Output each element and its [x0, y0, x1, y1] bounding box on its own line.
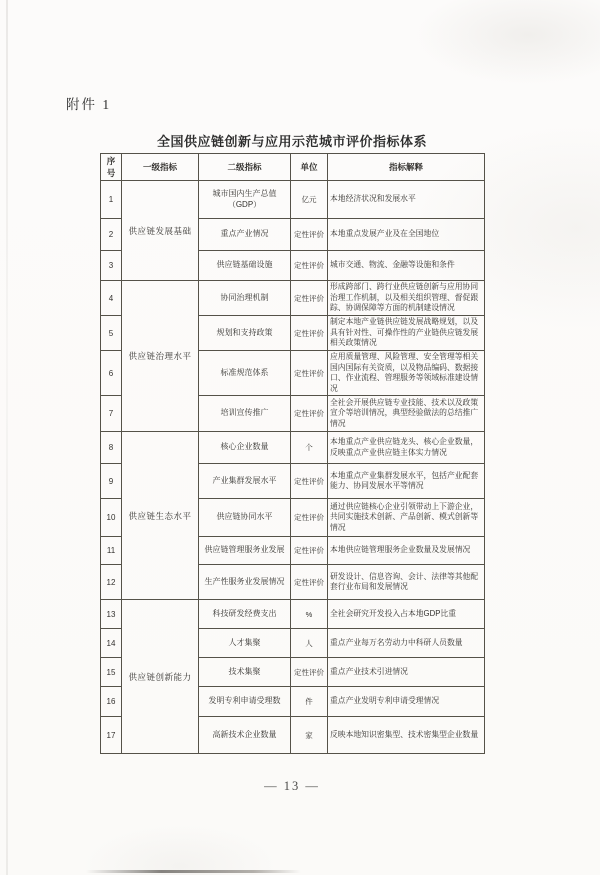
explanation-cell: 本地重点发展产业及在全国地位	[328, 219, 485, 251]
level2-cell: 人才集聚	[199, 629, 291, 658]
serial-cell: 15	[101, 658, 122, 687]
explanation-cell: 重点产业每万名劳动力中科研人员数量	[328, 629, 485, 658]
explanation-cell: 形成跨部门、跨行业供应链创新与应用协同治理工作机制，以及相关组织管理、督促跟踪、协调保障等方面的机制建设情况	[328, 281, 485, 316]
unit-cell: 定性评价	[291, 396, 328, 432]
unit-cell: 定性评价	[291, 499, 328, 537]
serial-cell: 14	[101, 629, 122, 658]
evaluation-indicator-table	[100, 153, 485, 754]
table-row	[101, 432, 485, 464]
level1-group-cell: 供应链创新能力	[122, 600, 199, 754]
serial-cell: 9	[101, 464, 122, 499]
serial-cell: 2	[101, 219, 122, 251]
serial-cell: 13	[101, 600, 122, 629]
table-row	[101, 181, 485, 219]
serial-cell: 12	[101, 565, 122, 600]
explanation-cell: 全社会研究开发投入占本地GDP比重	[328, 600, 485, 629]
unit-cell: %	[291, 600, 328, 629]
header-serial: 序号	[101, 154, 122, 181]
serial-cell: 16	[101, 687, 122, 717]
serial-cell: 11	[101, 537, 122, 565]
serial-cell: 10	[101, 499, 122, 537]
level2-cell: 核心企业数量	[199, 432, 291, 464]
serial-cell: 5	[101, 316, 122, 351]
unit-cell: 人	[291, 629, 328, 658]
unit-cell: 亿元	[291, 181, 328, 219]
explanation-cell: 本地供应链管理服务企业数量及发展情况	[328, 537, 485, 565]
explanation-cell: 制定本地产业链供应链发展战略规划，以及具有针对性、可操作性的产业链供应链发展相关政策情况	[328, 316, 485, 351]
level1-group-cell: 供应链发展基础	[122, 181, 199, 281]
unit-cell: 定性评价	[291, 351, 328, 396]
header-level1-indicator: 一级指标	[122, 154, 199, 181]
serial-cell: 8	[101, 432, 122, 464]
serial-cell: 4	[101, 281, 122, 316]
level2-cell: 高新技术企业数量	[199, 717, 291, 754]
explanation-cell: 本地经济状况和发展水平	[328, 181, 485, 219]
explanation-cell: 应用质量管理、风险管理、安全管理等相关国内国际有关资质，以及物品编码、数据接口、作业流程、管理服务等领域标准建设情况	[328, 351, 485, 396]
unit-cell: 定性评价	[291, 219, 328, 251]
explanation-cell: 全社会开展供应链专业技能、技术以及政策宣介等培训情况，典型经验做法的总结推广情况	[328, 396, 485, 432]
header-explanation: 指标解释	[328, 154, 485, 181]
level2-cell: 科技研发经费支出	[199, 600, 291, 629]
serial-cell: 3	[101, 251, 122, 281]
unit-cell: 个	[291, 432, 328, 464]
level2-cell: 产业集群发展水平	[199, 464, 291, 499]
unit-cell: 家	[291, 717, 328, 754]
level2-cell: 标准规范体系	[199, 351, 291, 396]
explanation-cell: 重点产业发明专利申请受理情况	[328, 687, 485, 717]
unit-cell: 定性评价	[291, 658, 328, 687]
serial-cell: 17	[101, 717, 122, 754]
explanation-cell: 研发设计、信息咨询、会计、法律等其他配套行业布局和发展情况	[328, 565, 485, 600]
level2-cell: 生产性服务业发展情况	[199, 565, 291, 600]
explanation-cell: 通过供应链核心企业引领带动上下游企业，共同实施技术创新、产品创新、模式创新等情况	[328, 499, 485, 537]
unit-cell: 定性评价	[291, 316, 328, 351]
table-header-row	[101, 154, 485, 181]
header-level2-indicator: 二级指标	[199, 154, 291, 181]
level2-cell: 重点产业情况	[199, 219, 291, 251]
scan-left-edge-shadow	[6, 0, 8, 875]
unit-cell: 定性评价	[291, 565, 328, 600]
header-unit: 单位	[291, 154, 328, 181]
level2-cell: 供应链管理服务业发展	[199, 537, 291, 565]
serial-cell: 1	[101, 181, 122, 219]
explanation-cell: 重点产业技术引进情况	[328, 658, 485, 687]
document-title: 全国供应链创新与应用示范城市评价指标体系	[156, 134, 427, 149]
unit-cell: 定性评价	[291, 537, 328, 565]
level2-cell: 技术集聚	[199, 658, 291, 687]
explanation-cell: 本地重点产业集群发展水平，包括产业配套能力、协同发展水平等情况	[328, 464, 485, 499]
attachment-label: 附件 1	[66, 97, 112, 112]
unit-cell: 件	[291, 687, 328, 717]
explanation-cell: 本地重点产业供应链龙头、核心企业数量，反映重点产业供应链主体实力情况	[328, 432, 485, 464]
table-row	[101, 600, 485, 629]
level2-cell: 培训宣传推广	[199, 396, 291, 432]
level2-cell: 供应链协同水平	[199, 499, 291, 537]
level2-cell: 发明专利申请受理数	[199, 687, 291, 717]
table-row	[101, 281, 485, 316]
serial-cell: 7	[101, 396, 122, 432]
level1-group-cell: 供应链治理水平	[122, 281, 199, 432]
page-number: — 13 —	[264, 779, 320, 793]
level2-cell: 城市国内生产总值（GDP）	[199, 181, 291, 219]
explanation-cell: 反映本地知识密集型、技术密集型企业数量	[328, 717, 485, 754]
level2-cell: 规划和支持政策	[199, 316, 291, 351]
level2-cell: 协同治理机制	[199, 281, 291, 316]
unit-cell: 定性评价	[291, 464, 328, 499]
level1-group-cell: 供应链生态水平	[122, 432, 199, 600]
explanation-cell: 城市交通、物流、金融等设施和条件	[328, 251, 485, 281]
unit-cell: 定性评价	[291, 281, 328, 316]
scan-bottom-edge-shadow	[86, 870, 301, 874]
unit-cell: 定性评价	[291, 251, 328, 281]
serial-cell: 6	[101, 351, 122, 396]
level2-cell: 供应链基础设施	[199, 251, 291, 281]
